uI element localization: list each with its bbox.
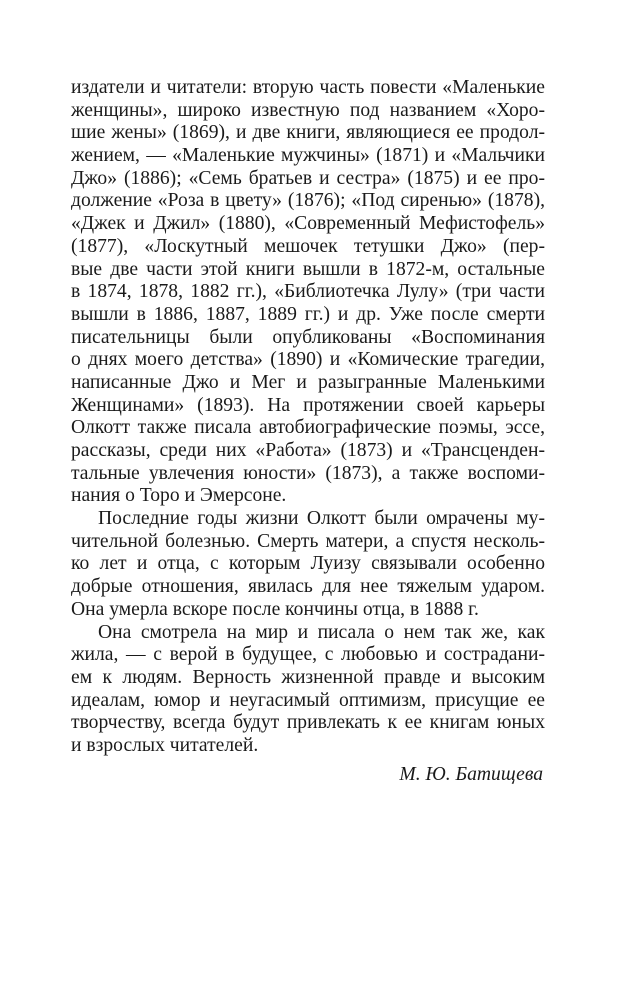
text-line: чительной болезнью. Смерть матери, а спустя несколь- bbox=[71, 530, 545, 552]
text-line: писательницы были опубликованы «Воспоминания bbox=[71, 326, 545, 348]
text-line: шие жены» (1869), и две книги, являющиеся ее продол- bbox=[71, 122, 545, 144]
text-line: «Джек и Джил» (1880), «Современный Мефистофель» bbox=[71, 213, 545, 235]
text-line: ко лет и отца, с которым Луизу связывали особенно bbox=[71, 553, 545, 575]
text-line: Женщинами» (1893). На протяжении своей карьеры bbox=[71, 394, 545, 416]
text-line: издатели и читатели: вторую часть повести «Маленькие bbox=[71, 77, 545, 98]
document-page bbox=[71, 77, 545, 788]
text-line: добрые отношения, явилась для нее тяжелым ударом. bbox=[71, 576, 545, 598]
text-line: идеалам, юмор и неугасимый оптимизм, присущие ее bbox=[71, 689, 545, 711]
text-line: вые две части этой книги вышли в 1872-м, остальные bbox=[71, 258, 545, 280]
text-line: написанные Джо и Мег и разыгранные Маленькими bbox=[71, 371, 545, 393]
text-line: о днях моего детства» (1890) и «Комические трагедии, bbox=[71, 349, 545, 371]
text-line: Она смотрела на мир и писала о нем так же, как bbox=[98, 621, 545, 643]
text-line: должение «Роза в цвету» (1876); «Под сиренью» (1878), bbox=[71, 190, 545, 212]
text-line: рассказы, среди них «Работа» (1873) и «Трансценден- bbox=[71, 440, 545, 461]
text-line: в 1874, 1878, 1882 гг.), «Библиотечка Лулу» (три части bbox=[71, 281, 545, 303]
text-line: ем к людям. Верность жизненной правде и высоким bbox=[71, 666, 545, 688]
paragraph-2 bbox=[71, 508, 545, 621]
text-line: вышли в 1886, 1887, 1889 гг.) и др. Уже после смерти bbox=[71, 303, 545, 325]
text-line: Она умерла вскоре после кончины отца, в 1888 г. bbox=[71, 598, 479, 620]
author-signature: М. Ю. Батищева bbox=[399, 763, 543, 785]
text-line: творчеству, всегда будут привлекать к ее книгам юных bbox=[71, 712, 545, 734]
text-line: Олкотт также писала автобиографические поэмы, эссе, bbox=[71, 417, 545, 439]
text-line: жила, — с верой в будущее, с любовью и сострадани- bbox=[71, 644, 545, 666]
text-line: Последние годы жизни Олкотт были омрачены му- bbox=[98, 508, 545, 530]
paragraph-1 bbox=[71, 77, 545, 508]
paragraph-3 bbox=[71, 622, 545, 758]
text-line: Джо» (1886); «Семь братьев и сестра» (1875) и ее про- bbox=[71, 167, 545, 189]
text-line: нания о Торо и Эмерсоне. bbox=[71, 485, 287, 507]
text-line: жением, — «Маленькие мужчины» (1871) и «Мальчики bbox=[71, 145, 545, 167]
text-line: и взрослых читателей. bbox=[71, 734, 259, 756]
text-line: (1877), «Лоскутный мешочек тетушки Джо» (пер- bbox=[71, 235, 545, 257]
text-line: тальные увлечения юности» (1873), а также воспоми- bbox=[71, 462, 545, 484]
text-line: женщины», широко известную под названием «Хоро- bbox=[71, 99, 545, 121]
